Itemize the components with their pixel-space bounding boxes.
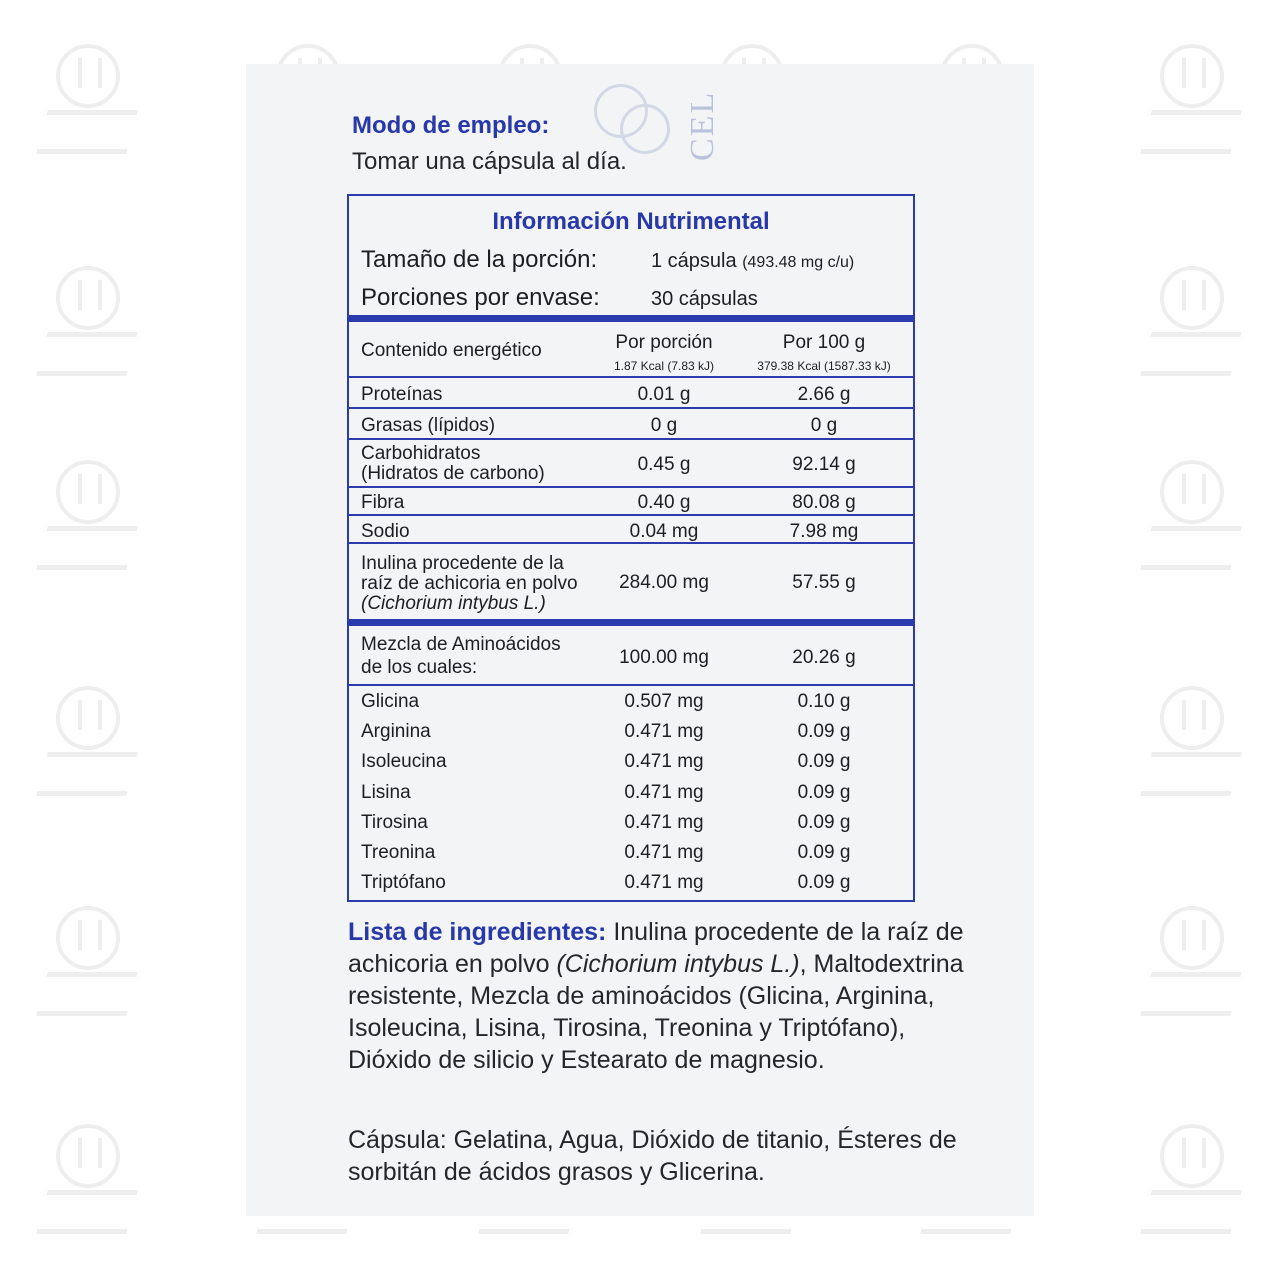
usage-title: Modo de empleo: xyxy=(352,112,550,139)
col-portion-header: Por porción xyxy=(615,332,713,353)
amino-label-2: de los cuales: xyxy=(361,657,478,678)
amino-row-portion: 0.507 mg xyxy=(624,691,704,712)
amino-row-name: Tirosina xyxy=(361,811,428,833)
watermark-logo xyxy=(42,460,132,570)
serving-size-label: Tamaño de la porción: xyxy=(361,246,598,273)
ingredients-title: Lista de ingredientes: xyxy=(348,918,607,946)
amino-row-per100: 0.10 g xyxy=(797,691,851,712)
watermark-logo xyxy=(1146,44,1236,154)
amino-portion: 100.00 mg xyxy=(619,647,709,668)
nutrition-table xyxy=(347,194,915,902)
usage-text: Tomar una cápsula al día. xyxy=(352,148,627,175)
divider xyxy=(349,376,913,378)
watermark-logo xyxy=(42,44,132,154)
amino-label: Mezcla de Aminoácidos xyxy=(361,634,561,655)
watermark-logo xyxy=(42,1124,132,1234)
row-per100: 2.66 g xyxy=(797,384,851,405)
amino-row-portion: 0.471 mg xyxy=(624,842,704,863)
amino-row-per100: 0.09 g xyxy=(797,842,851,863)
row-name: Fibra xyxy=(361,492,405,513)
amino-row-portion: 0.471 mg xyxy=(624,751,704,773)
amino-row-portion: 0.471 mg xyxy=(624,781,704,803)
divider xyxy=(349,438,913,440)
row-name-3: (Cichorium intybus L.) xyxy=(361,593,546,614)
row-name: Grasas (lípidos) xyxy=(361,415,496,436)
row-per100: 57.55 g xyxy=(792,572,856,593)
col-100g-kcal: 379.38 Kcal (1587.33 kJ) xyxy=(757,359,891,373)
divider xyxy=(349,486,913,488)
ingredients-text: Inulina procedente de la raíz de achicoria en polvo xyxy=(348,918,964,978)
row-name: Inulina procedente de la xyxy=(361,553,564,574)
amino-row-name: Treonina xyxy=(361,842,436,863)
row-per100: 92.14 g xyxy=(792,454,856,475)
row-name: Carbohidratos xyxy=(361,443,481,464)
watermark-logo xyxy=(42,906,132,1016)
serving-size-amount: 1 cápsula xyxy=(651,250,737,272)
col-100g-header: Por 100 g xyxy=(782,332,866,353)
row-portion: 0 g xyxy=(650,415,678,436)
amino-per100: 20.26 g xyxy=(792,647,856,668)
row-per100: 80.08 g xyxy=(792,492,856,513)
ingredients-text-2: , Maltodextrina resistente, Mezcla de aminoácidos (Glicina, Arginina, Isoleucina, Lisina, Tirosina, Treonina y Triptófano), Dióxido de silicio y Estearato de magnesio. xyxy=(348,950,964,1074)
amino-row-name: Lisina xyxy=(361,781,411,803)
row-portion: 0.40 g xyxy=(637,492,691,513)
watermark-logo xyxy=(42,266,132,376)
servings-label: Porciones por envase: xyxy=(361,284,600,311)
col-portion-kcal: 1.87 Kcal (7.83 kJ) xyxy=(613,359,715,373)
divider-thick xyxy=(349,619,913,626)
row-portion: 284.00 mg xyxy=(619,572,709,593)
energy-label: Contenido energético xyxy=(361,340,542,361)
amino-row-name: Arginina xyxy=(361,721,431,743)
divider xyxy=(349,542,913,544)
row-name: Proteínas xyxy=(361,384,443,405)
serving-size-extra: (493.48 mg c/u) xyxy=(742,254,855,271)
nutrition-title: Información Nutrimental xyxy=(492,208,770,235)
row-portion: 0.01 g xyxy=(637,384,691,405)
divider xyxy=(349,407,913,409)
amino-row-name: Isoleucina xyxy=(361,751,447,773)
amino-row-per100: 0.09 g xyxy=(797,872,851,894)
row-per100: 0 g xyxy=(810,415,838,436)
row-per100: 7.98 mg xyxy=(789,521,859,542)
ingredients-block xyxy=(348,916,968,1076)
divider xyxy=(349,514,913,516)
amino-row-name: Triptófano xyxy=(361,872,446,894)
amino-row-per100: 0.09 g xyxy=(797,751,851,773)
watermark-logo xyxy=(1146,1124,1236,1234)
amino-row-per100: 0.09 g xyxy=(797,811,851,833)
watermark-logo xyxy=(1146,906,1236,1016)
amino-row-portion: 0.471 mg xyxy=(624,872,704,894)
divider xyxy=(349,684,913,686)
serving-size-value xyxy=(651,250,854,273)
watermark-logo xyxy=(42,686,132,796)
row-name-2: raíz de achicoria en polvo xyxy=(361,573,578,594)
row-name: Sodio xyxy=(361,521,410,542)
brand-logo-text: CEL xyxy=(684,90,721,161)
amino-row-per100: 0.09 g xyxy=(797,721,851,743)
ingredients-latin: (Cichorium intybus L.) xyxy=(556,950,800,978)
divider-thick xyxy=(349,315,913,322)
row-portion: 0.45 g xyxy=(637,454,691,475)
amino-row-name: Glicina xyxy=(361,691,420,712)
watermark-logo xyxy=(1146,686,1236,796)
row-portion: 0.04 mg xyxy=(629,521,699,542)
capsule-text: Cápsula: Gelatina, Agua, Dióxido de titanio, Ésteres de sorbitán de ácidos grasos y Glicerina. xyxy=(348,1126,957,1186)
servings-value: 30 cápsulas xyxy=(651,288,758,310)
amino-row-portion: 0.471 mg xyxy=(624,721,704,743)
row-name-2: (Hidratos de carbono) xyxy=(361,463,545,484)
watermark-logo xyxy=(1146,266,1236,376)
watermark-logo xyxy=(1146,460,1236,570)
amino-row-portion: 0.471 mg xyxy=(624,811,704,833)
amino-row-per100: 0.09 g xyxy=(797,781,851,803)
